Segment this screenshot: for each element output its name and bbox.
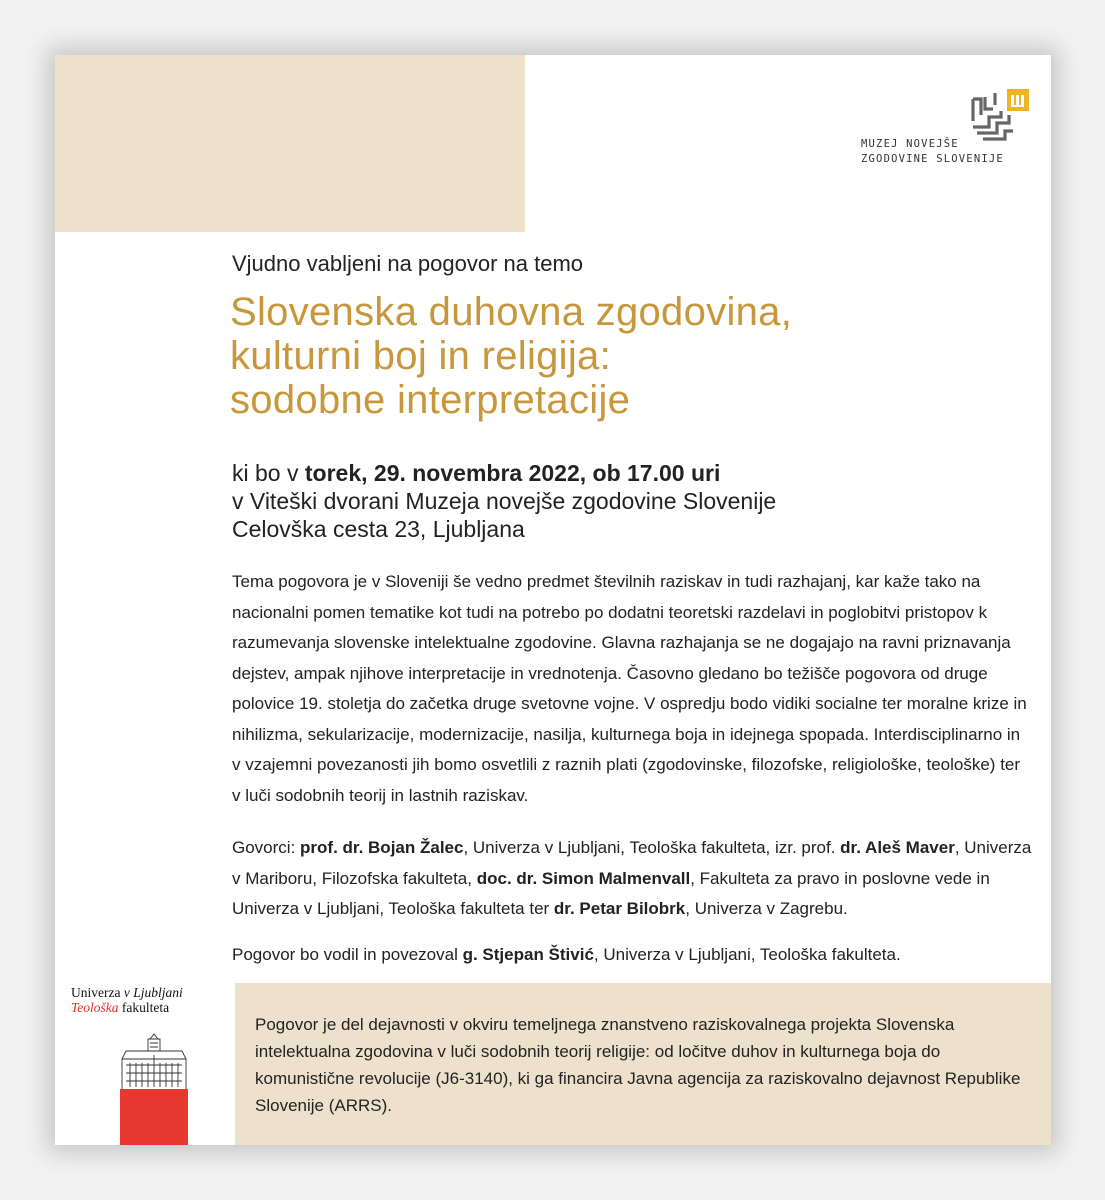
event-date: torek, 29. novembra 2022, ob 17.00 uri	[304, 460, 721, 486]
faculty-name-a: Teološka	[71, 1000, 119, 1015]
event-date-line	[232, 459, 776, 487]
project-note: Pogovor je del dejavnosti v okviru temeljnega znanstveno raziskovalnega projekta Slovenska intelektualna zgodovina v luči sodobnih teorij religije: od ločitve duhov in kulturnega boja do komunistične revolucije (J6-3140), ki ga financira Javna agencija za raziskovalno dejavnost Republike Slovenije (ARRS).	[255, 1015, 1021, 1115]
intro-text: Vjudno vabljeni na pogovor na temo	[232, 251, 584, 276]
speakers-paragraph	[232, 833, 1032, 925]
speaker-3-name: doc. dr. Simon Malmenvall	[476, 868, 691, 888]
faculty-building-icon	[120, 1033, 188, 1145]
speaker-1-name: prof. dr. Bojan Žalec	[300, 838, 464, 857]
muzej-logo-icon	[967, 87, 1033, 141]
faculty-name	[71, 1000, 169, 1016]
event-address: Celovška cesta 23, Ljubljana	[232, 516, 525, 542]
speakers-label: Govorci:	[232, 838, 301, 857]
speaker-4-name: dr. Petar Bilobrk	[553, 899, 686, 918]
invitation-card	[55, 55, 1051, 1145]
moderator-name: g. Stjepan Štivić	[462, 945, 594, 964]
event-venue: v Viteški dvorani Muzeja novejše zgodovine Slovenije	[232, 488, 777, 514]
faculty-name-b: fakulteta	[118, 1000, 170, 1015]
museum-name-line1: MUZEJ NOVEJŠE	[861, 138, 959, 150]
university-name-a: Univerza	[71, 985, 124, 1000]
title-line2: kulturni boj in religija:	[230, 334, 612, 378]
speaker-2-name: dr. Aleš Maver	[840, 838, 955, 857]
date-prefix: ki bo v	[232, 460, 305, 486]
museum-name-line2: ZGODOVINE SLOVENIJE	[861, 153, 1004, 165]
event-title	[230, 290, 792, 422]
speaker-4-affiliation: , Univerza v Zagrebu.	[685, 899, 848, 918]
speaker-2-affiliation: , Univerza v Mariboru, Filozofska fakulteta,	[232, 838, 1032, 888]
moderator-suffix: , Univerza v Ljubljani, Teološka fakulteta.	[593, 945, 901, 964]
speaker-1-affiliation: , Univerza v Ljubljani, Teološka fakulteta, izr. prof.	[463, 838, 841, 857]
university-name-b: v Ljubljani	[123, 985, 183, 1000]
university-name	[71, 985, 183, 1001]
event-details	[232, 459, 776, 543]
moderator-paragraph	[232, 940, 1032, 971]
title-line3: sodobne interpretacije	[230, 378, 631, 422]
top-beige-band	[55, 55, 525, 232]
museum-name	[861, 137, 1004, 167]
title-line1: Slovenska duhovna zgodovina,	[230, 290, 793, 334]
speaker-3-affiliation: , Fakulteta za pravo in poslovne vede in Univerza v Ljubljani, Teološka fakulteta ter	[232, 868, 990, 918]
description-paragraph: Tema pogovora je v Sloveniji še vedno predmet številnih raziskav in tudi razhajanj, kar kaže tako na nacionalni pomen tematike kot tudi na potrebo po dodatni teoretski razdelavi in poglobitvi pristopov k razumevanja slovenske intelektualne zgodovine. Glavna razhajanja se ne dogajajo na ravni priznavanja dejstev, ampak njihove interpretacije in vrednotenja. Časovno gledano bo težišče pogovora od druge polovice 19. stoletja do začetka druge svetovne vojne. V ospredju bodo vidiki socialne ter moralne krize in nihilizma, sekularizacije, modernizacije, nasilja, kulturnega boja in idejnega spopada. Interdisciplinarno in v vzajemni povezanosti jih bomo osvetlili z raznih plati (zgodovinske, filozofske, religiološke, teološke) ter v luči sodobnih teorij in lastnih raziskav.	[232, 572, 1027, 805]
moderator-prefix: Pogovor bo vodil in povezoval	[232, 945, 463, 964]
